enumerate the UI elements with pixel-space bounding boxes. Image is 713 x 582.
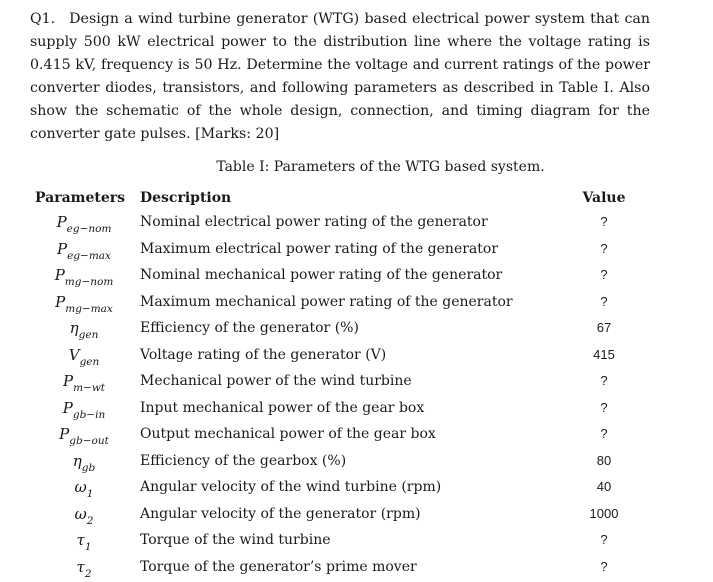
table-row (30, 396, 670, 423)
table-row (30, 422, 670, 449)
parameter-symbol (30, 345, 138, 368)
parameter-symbol-subscript: 2 (84, 567, 92, 580)
table-row (30, 528, 670, 555)
parameter-symbol (30, 478, 138, 500)
parameter-symbol-base: P (62, 372, 74, 390)
parameter-symbol-base: P (59, 425, 70, 443)
parameter-value: 40 (596, 479, 612, 494)
parameter-symbol (30, 398, 138, 421)
parameter-symbol-base: ω (74, 478, 87, 496)
parameter-symbol (30, 451, 138, 474)
parameter-value: ? (600, 399, 608, 415)
parameter-value: 415 (593, 346, 615, 362)
parameter-description: Efficiency of the gearbox (%) (140, 452, 347, 469)
parameter-symbol (30, 239, 138, 262)
parameter-symbol-subscript: 1 (84, 541, 92, 553)
parameter-description: Torque of the generator’s prime mover (140, 558, 417, 575)
parameters-table (30, 186, 670, 581)
parameter-symbol-base: η (69, 319, 79, 337)
parameter-symbol-subscript: gen (79, 355, 100, 368)
table-row (30, 369, 670, 396)
table-row (30, 449, 670, 476)
parameter-symbol-subscript: gb−out (69, 435, 109, 447)
parameter-description: Efficiency of the generator (%) (140, 320, 359, 336)
parameter-symbol-base: ω (74, 504, 87, 523)
parameter-description: Nominal mechanical power rating of the generator (140, 267, 503, 283)
table-body (30, 210, 670, 581)
parameter-symbol-subscript: 1 (86, 488, 94, 500)
parameter-description: Angular velocity of the wind turbine (rpm) (140, 479, 442, 495)
parameter-symbol-base: V (68, 345, 80, 364)
table-row (30, 316, 670, 343)
table-row (30, 210, 670, 237)
parameter-symbol (30, 292, 138, 315)
parameter-symbol-subscript: mg−nom (64, 276, 114, 288)
parameter-symbol-base: τ (76, 557, 85, 576)
parameter-symbol-base: P (62, 398, 73, 417)
parameter-symbol (30, 213, 138, 235)
header-value: Value (582, 190, 626, 206)
parameter-description: Input mechanical power of the gear box (140, 399, 425, 416)
question-body: Design a wind turbine generator (WTG) based electrical power system that can supply 500 kW electrical power to the distribution line where the voltage rating is 0.415 kV, frequency is 50 Hz. Determine the voltage and current ratings of the power converter diodes, transistors, and following parameters as described in Table I. Also show the schematic of the whole design, connection, and timing diagram for the converter gate pulses. [Marks: 20] (30, 11, 650, 142)
parameter-description: Torque of the wind turbine (140, 532, 331, 548)
parameter-value: ? (600, 558, 608, 574)
parameter-symbol-subscript: eg−nom (66, 223, 112, 235)
parameter-value: 67 (596, 320, 612, 335)
parameter-description: Output mechanical power of the gear box (140, 426, 436, 442)
parameter-symbol (30, 266, 138, 288)
table-row (30, 502, 670, 529)
parameter-symbol (30, 425, 138, 447)
parameter-symbol-subscript: m−wt (73, 382, 106, 394)
parameter-value: 1000 (589, 505, 619, 521)
parameter-symbol-base: P (55, 292, 66, 311)
parameter-symbol (30, 557, 138, 580)
table-row (30, 343, 670, 370)
parameter-symbol (30, 531, 138, 553)
parameter-symbol-subscript: gb−in (72, 408, 106, 421)
parameter-symbol-subscript: gb (81, 461, 96, 474)
parameter-symbol (30, 504, 138, 527)
parameter-description: Voltage rating of the generator (V) (140, 346, 387, 363)
parameter-symbol-subscript: gen (78, 329, 99, 341)
parameter-value: ? (600, 293, 608, 309)
parameter-symbol-subscript: eg−max (67, 249, 111, 262)
table-row (30, 475, 670, 502)
parameter-symbol-subscript: 2 (86, 514, 94, 527)
parameter-symbol-base: P (56, 213, 67, 231)
parameter-description: Maximum mechanical power rating of the generator (140, 293, 513, 310)
parameter-symbol-subscript: mg−max (65, 302, 113, 315)
parameter-description: Maximum electrical power rating of the generator (140, 240, 499, 257)
parameter-symbol (30, 372, 138, 394)
parameter-value: ? (600, 532, 608, 547)
table-row (30, 263, 670, 290)
header-parameters: Parameters (35, 190, 126, 206)
parameter-symbol (30, 319, 138, 341)
table-row (30, 555, 670, 582)
parameter-value: ? (600, 240, 608, 256)
parameter-description: Angular velocity of the generator (rpm) (140, 505, 421, 522)
table-header-row (30, 186, 670, 210)
table-row (30, 290, 670, 317)
question-number: Q1. (30, 11, 56, 27)
parameter-description: Nominal electrical power rating of the generator (140, 214, 488, 230)
parameter-symbol-base: P (54, 266, 65, 284)
question-text-block (30, 8, 650, 146)
parameter-symbol-base: P (57, 239, 68, 258)
parameter-value: ? (600, 426, 608, 441)
parameter-symbol-base: η (72, 451, 82, 470)
header-description: Description (140, 190, 232, 206)
parameter-value: 80 (596, 452, 612, 468)
parameter-symbol-base: τ (76, 531, 85, 549)
parameter-value: ? (600, 373, 608, 388)
table-caption: Table I: Parameters of the WTG based system. (216, 159, 545, 175)
parameter-value: ? (600, 214, 608, 229)
parameter-description: Mechanical power of the wind turbine (140, 373, 412, 389)
table-row (30, 237, 670, 264)
parameter-value: ? (600, 267, 608, 282)
